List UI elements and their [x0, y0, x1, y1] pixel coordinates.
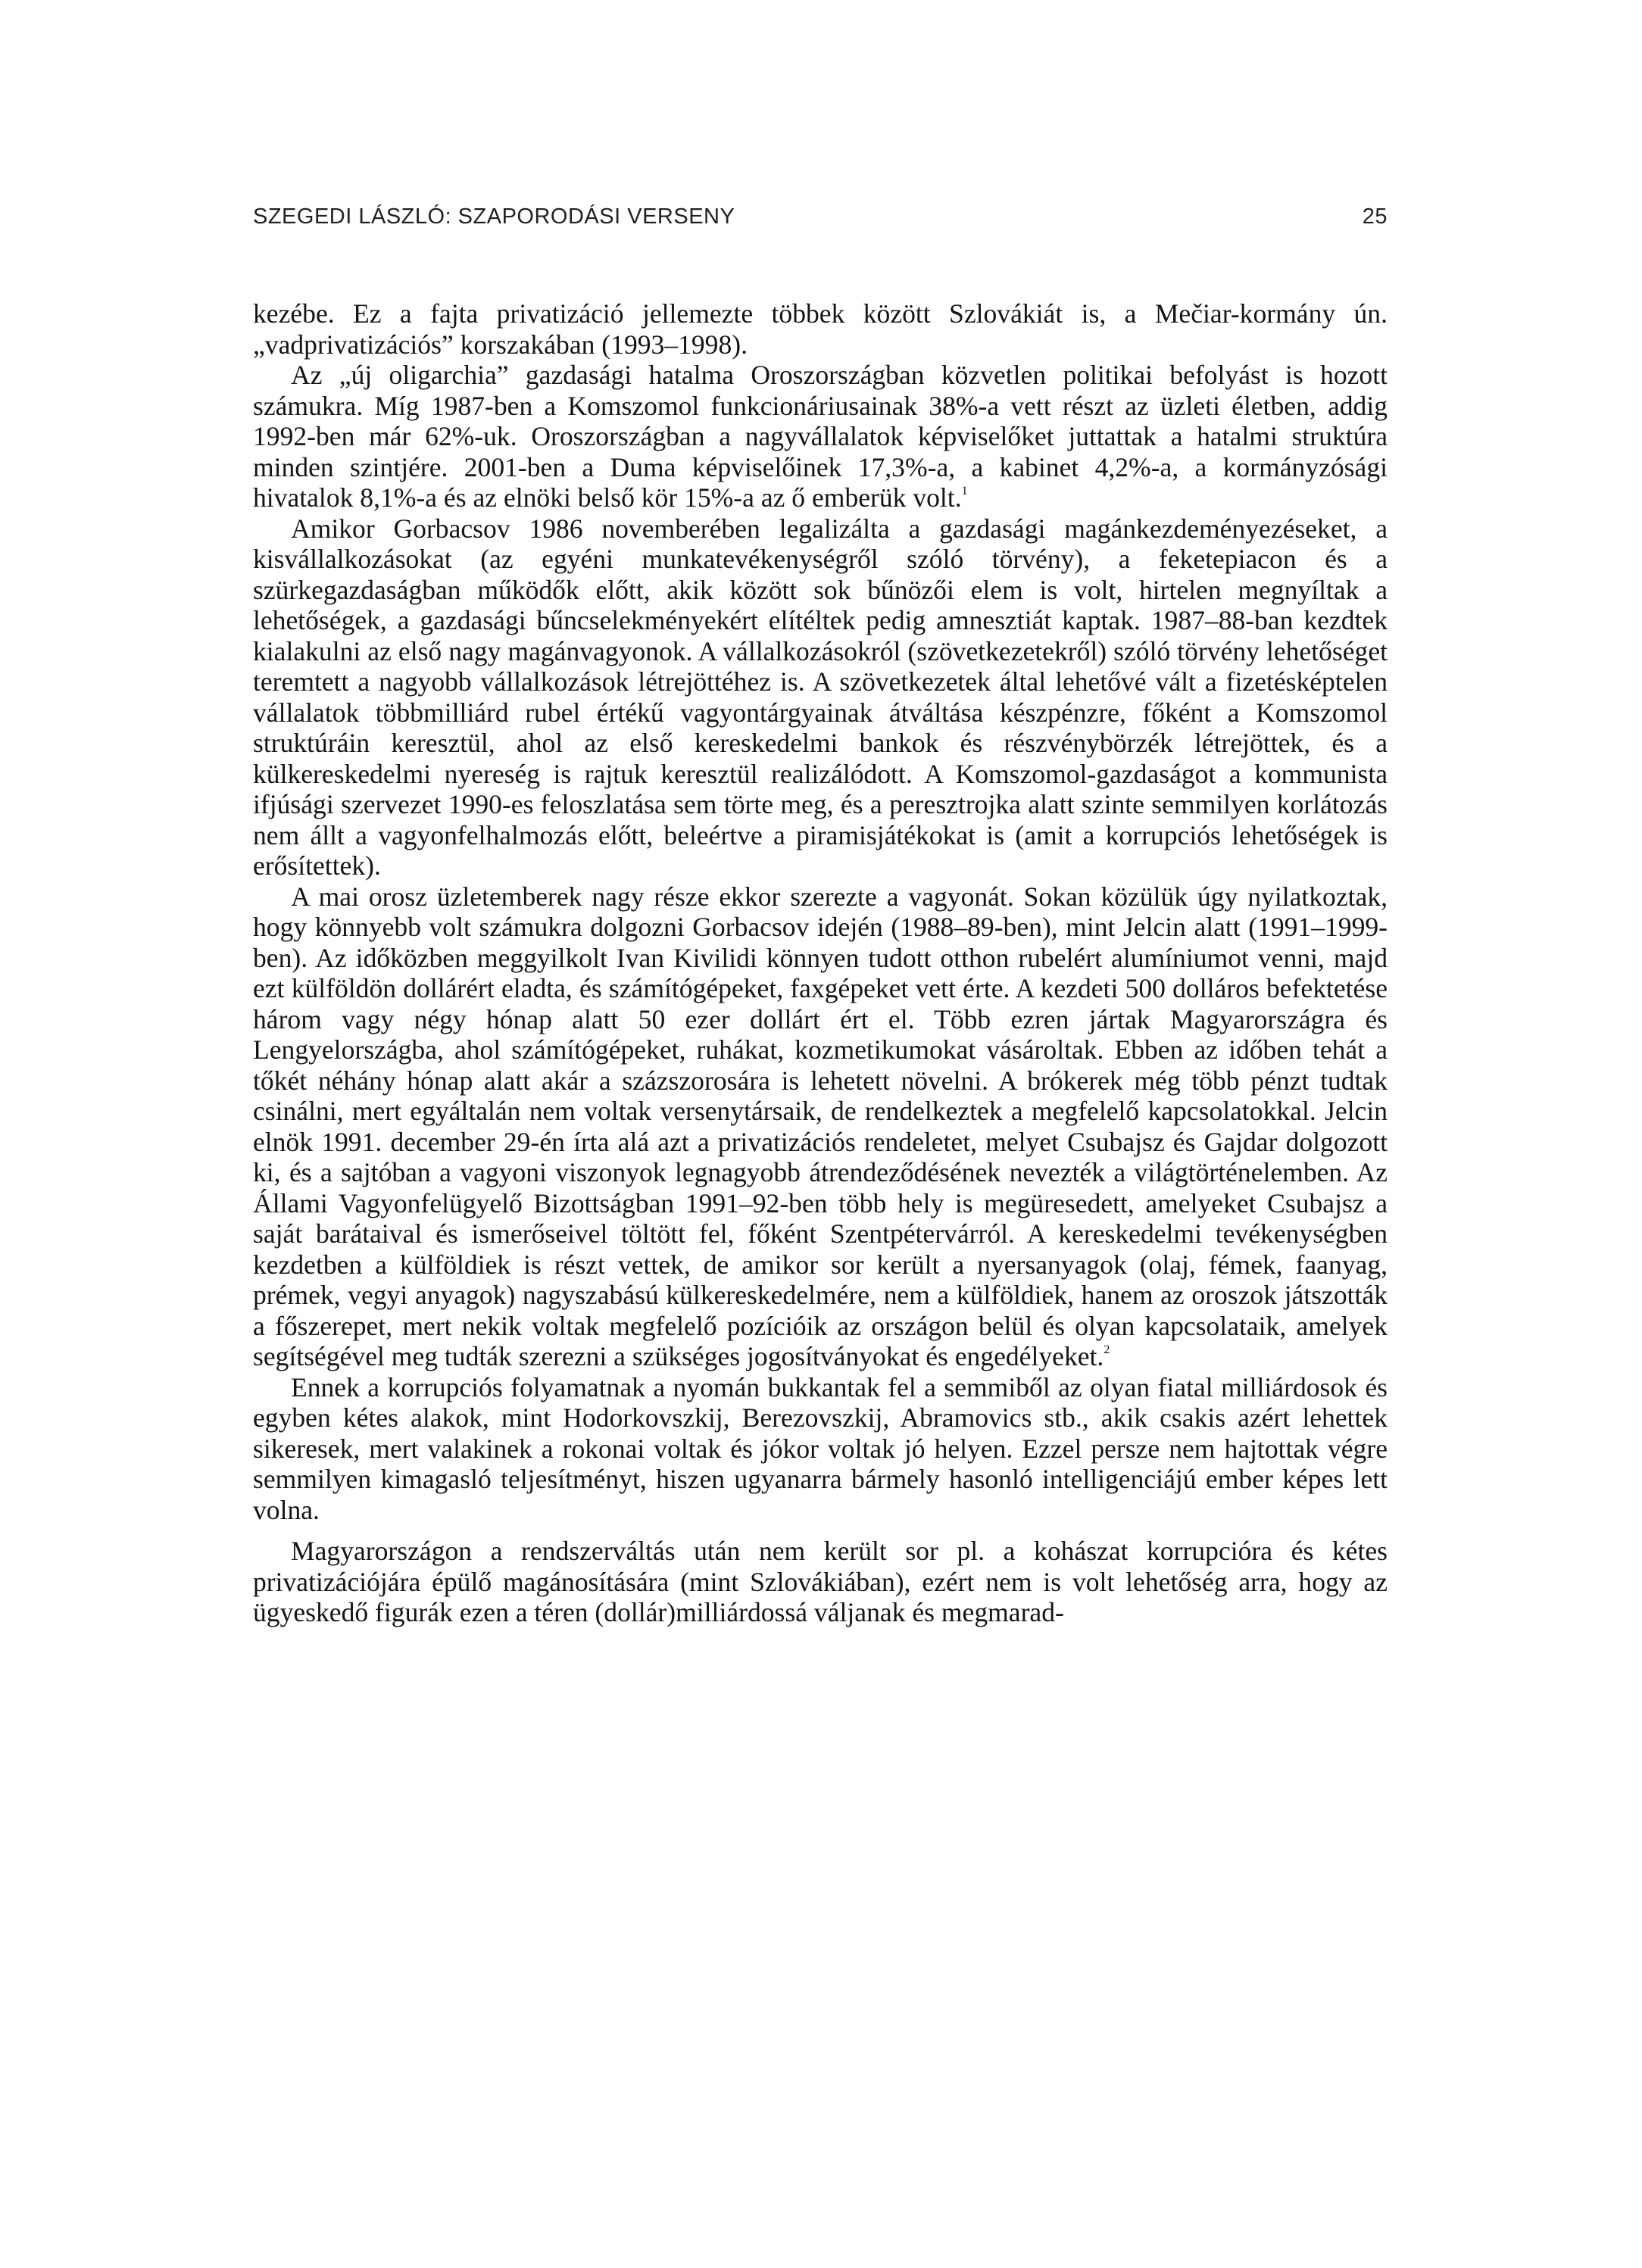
paragraph	[253, 1372, 1388, 1526]
paragraph	[253, 360, 1388, 513]
paragraph-text: Amikor Gorbacsov 1986 novemberében legalizálta a gazdasági magánkezdeményezéseket, a kisvállalkozásokat (az egyéni munkatevékenységről szóló törvény), a feketepiacon és a szürkegazdaságban működők előtt, akik között sok bűnözői elem is volt, hirtelen megnyíltak a lehetőségek, a gazdasági bűncselekményekért elítéltek pedig amnesztiát kaptak. 1987–88-ban kezdtek kialakulni az első nagy magánvagyonok. A vállalkozásokról (szövetkezetekről) szóló törvény lehetőséget teremtett a nagyobb vállalkozások létrejöttéhez is. A szövetkezetek által lehetővé vált a fizetésképtelen vállalatok többmilliárd rubel értékű vagyontárgyainak átváltása készpénzre, főként a Komszomol struktúráin keresztül, ahol az első kereskedelmi bankok és részvénybörzék létrejöttek, és a külkereskedelmi nyereség is rajtuk keresztül realizálódott. A Komszomol-gazdaságot a kommunista ifjúsági szervezet 1990-es feloszlatása sem törte meg, és a peresztrojka alatt szinte semmilyen korlátozás nem állt a vagyonfelhalmozás előtt, beleértve a piramisjátékokat is (amit a korrupciós lehetőségek is erősítettek).	[253, 513, 1388, 881]
paragraph	[253, 298, 1388, 360]
running-title: SZEGEDI LÁSZLÓ: SZAPORODÁSI VERSENY	[253, 204, 735, 229]
paragraph	[253, 513, 1388, 881]
running-header	[253, 204, 1388, 235]
paragraph-text: Ennek a korrupciós folyamatnak a nyomán bukkantak fel a semmiből az olyan fiatal milliárdosok és egyben kétes alakok, mint Hodorkovszkij, Berezovszkij, Abramovics stb., akik csakis azért lehettek sikeresek, mert valakinek a rokonai voltak és jókor voltak jó helyen. Ezzel persze nem hajtottak végre semmilyen kimagasló teljesítményt, hiszen ugyanarra bármely hasonló intelligenciájú ember képes lett volna.	[253, 1371, 1388, 1525]
paragraph-text: Magyarországon a rendszerváltás után nem került sor pl. a kohászat korrupcióra és kétes privatizációjára épülő magánosítására (mint Szlovákiában), ezért nem is volt lehetőség arra, hogy az ügyeskedő figurák ezen a téren (dollár)milliárdossá váljanak és megmarad-	[253, 1536, 1388, 1627]
paragraph	[253, 881, 1388, 1372]
paragraph	[253, 1536, 1388, 1628]
paragraph-text: kezébe. Ez a fajta privatizáció jellemezte többek között Szlovákiát is, a Mečiar-kormány ún. „vadprivatizációs” korszakában (1993–1998).	[253, 298, 1388, 360]
paragraph-text: Az „új oligarchia” gazdasági hatalma Oroszországban közvetlen politikai befolyást is hozott számukra. Míg 1987-ben a Komszomol funkcionáriusainak 38%-a vett részt az üzleti életben, addig 1992-ben már 62%-uk. Oroszországban a nagyvállalatok képviselőket juttattak a hatalmi struktúra minden szintjére. 2001-ben a Duma képviselőinek 17,3%-a, a kabinet 4,2%-a, a kormányzósági hivatalok 8,1%-a és az elnöki belső kör 15%-a az ő emberük volt.	[253, 360, 1388, 513]
footnote-marker: 1	[961, 485, 968, 498]
page-number: 25	[1362, 204, 1388, 229]
body-text	[253, 298, 1388, 1628]
footnote-marker: 2	[1104, 1343, 1110, 1356]
paragraph-text: A mai orosz üzletemberek nagy része ekkor szerezte a vagyonát. Sokan közülük úgy nyilatkoztak, hogy könnyebb volt számukra dolgozni Gorbacsov idején (1988–89-ben), mint Jelcin alatt (1991–1999-ben). Az időközben meggyilkolt Ivan Kivilidi könnyen tudott otthon rubelért alumíniumot venni, majd ezt külföldön dollárért eladta, és számítógépeket, faxgépeket vett érte. A kezdeti 500 dolláros befektetése három vagy négy hónap alatt 50 ezer dollárt ért el. Több ezren jártak Magyarországra és Lengyelországba, ahol számítógépeket, ruhákat, kozmetikumokat vásároltak. Ebben az időben tehát a tőkét néhány hónap alatt akár a százszorosára is lehetett növelni. A brókerek még több pénzt tudtak csinálni, mert egyáltalán nem voltak versenytársaik, de rendelkeztek a megfelelő kapcsolatokkal. Jelcin elnök 1991. december 29-én írta alá azt a privatizációs rendeletet, melyet Csubajsz és Gajdar dolgozott ki, és a sajtóban a vagyoni viszonyok legnagyobb átrendeződésének nevezték a világtörténelemben. Az Állami Vagyonfelügyelő Bizottságban 1991–92-ben több hely is megüresedett, amelyeket Csubajsz a saját barátaival és ismerőseivel töltött fel, főként Szentpétervárról. A kereskedelmi tevékenységben kezdetben a külföldiek is részt vettek, de amikor sor került a nyersanyagok (olaj, fémek, faanyag, prémek, vegyi anyagok) nagyszabású külkereskedelmére, nem a külföldiek, hanem az oroszok játszották a főszerepet, mert nekik voltak megfelelő pozícióik az országon belül és olyan kapcsolataik, amelyek segítségével meg tudták szerezni a szükséges jogosítványokat és engedélyeket.	[253, 881, 1388, 1371]
